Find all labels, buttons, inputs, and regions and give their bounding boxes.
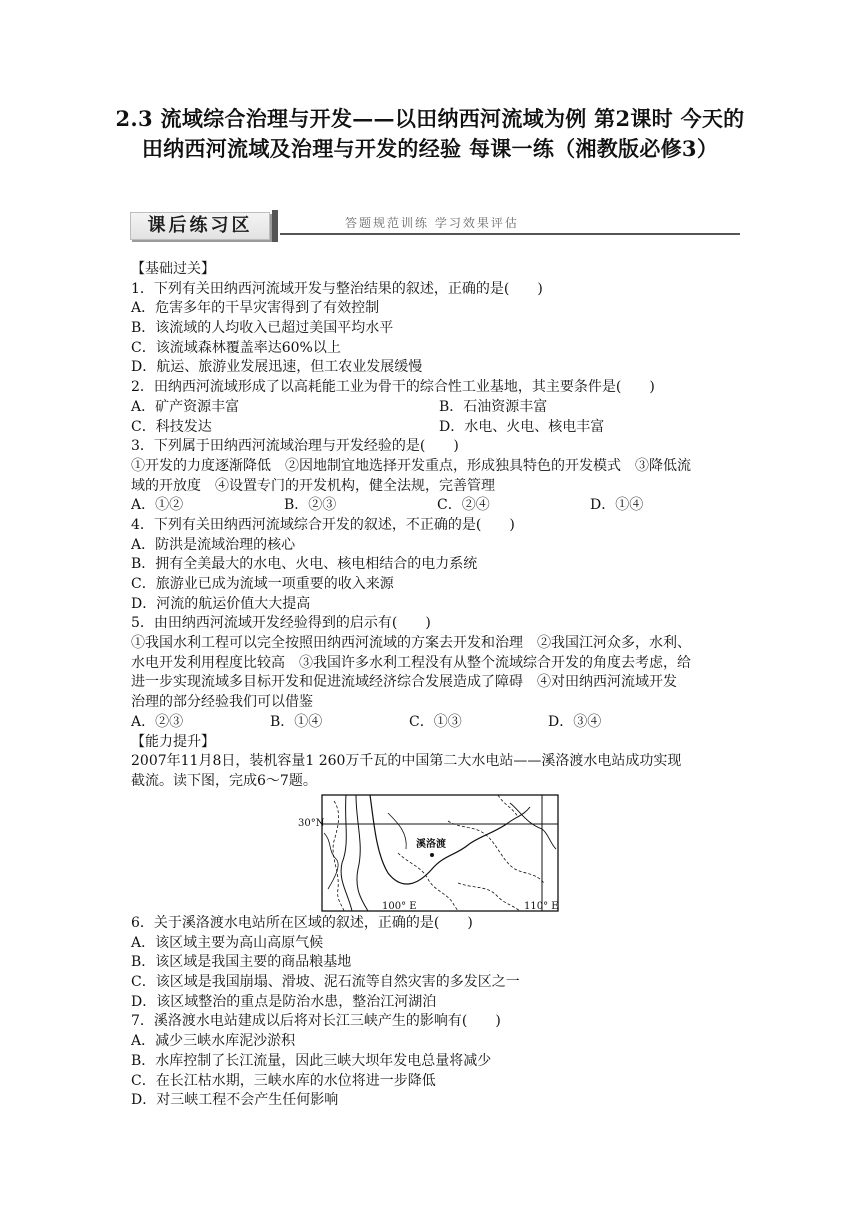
question-3: [131, 437, 741, 516]
option-c: C．在长江枯水期，三峡水库的水位将进一步降低: [131, 1072, 436, 1089]
option-c: C．科技发达: [131, 418, 212, 435]
question-7: [131, 1012, 741, 1110]
section-heading-advanced: 【能力提升】: [131, 733, 215, 750]
questions-basic: [131, 260, 741, 792]
question-statements: 域的开放度 ④设置专门的开发机构，健全法规，完善管理: [131, 477, 495, 494]
option-d: D．水电、火电、核电丰富: [439, 418, 605, 435]
option-a: A．该区域主要为高山高原气候: [131, 934, 324, 951]
banner-rule: [280, 233, 740, 235]
option-c: C．该区域是我国崩塌、滑坡、泥石流等自然灾害的多发区之一: [131, 974, 520, 991]
question-statements: ①开发的力度逐渐降低 ②因地制宜地选择开发重点，形成独具特色的开发模式 ③降低流: [131, 457, 691, 474]
question-stem: 3．下列属于田纳西河流域治理与开发经验的是( ): [131, 438, 459, 455]
option-d: D．航运、旅游业发展迅速，但工农业发展缓慢: [131, 359, 423, 376]
option-c: C．①③: [409, 713, 462, 730]
option-a: A．减少三峡水库泥沙淤积: [131, 1033, 296, 1050]
question-4: [131, 516, 741, 614]
place-label: 溪洛渡: [416, 839, 446, 850]
option-b: B．①④: [270, 713, 323, 730]
question-stem: 2．田纳西河流域形成了以高耗能工业为骨干的综合性工业基地，其主要条件是( ): [131, 379, 655, 396]
page-title: 2.3 流域综合治理与开发——以田纳西河流域为例 第2课时 今天的田纳西河流域及治理与开发的经验 每课一练（湘教版必修3）: [115, 106, 745, 161]
intro-text: 截流。读下图，完成6～7题。: [131, 772, 317, 789]
question-stem: 5．由田纳西河流域开发经验得到的启示有( ): [131, 615, 431, 632]
option-b: B．该流域的人均收入已超过美国平均水平: [131, 320, 394, 337]
question-statements: 治理的部分经验我们可以借鉴: [131, 694, 313, 711]
option-a: A．矿产资源丰富: [131, 398, 240, 415]
region-map: [298, 793, 560, 915]
option-a: A．危害多年的干旱灾害得到了有效控制: [131, 300, 380, 317]
question-stem: 6．关于溪洛渡水电站所在区域的叙述，正确的是( ): [131, 915, 473, 931]
question-5: [131, 614, 741, 732]
option-b: B．拥有全美最大的水电、火电、核电相结合的电力系统: [131, 556, 478, 573]
section-heading-basic: 【基础过关】: [131, 261, 215, 277]
xiluodu-marker: [430, 853, 434, 857]
question-statements: ①我国水利工程可以完全按照田纳西河流域的方案去开发和治理 ②我国江河众多，水利、: [131, 635, 691, 652]
option-a: A．①②: [131, 497, 184, 514]
section-banner: [130, 210, 740, 242]
question-1: [131, 280, 741, 378]
question-stem: 4．下列有关田纳西河流域综合开发的叙述，不正确的是( ): [131, 516, 515, 533]
option-c: C．旅游业已成为流域一项重要的收入来源: [131, 576, 394, 592]
option-d: D．对三峡工程不会产生任何影响: [131, 1092, 339, 1109]
option-b: B．该区域是我国主要的商品粮基地: [131, 954, 352, 971]
option-c: C．②④: [437, 497, 490, 514]
intro-text: 2007年11月8日，装机容量1 260万千瓦的中国第二大水电站——溪洛渡水电站成功实现: [131, 753, 682, 770]
option-a: A．防洪是流域治理的核心: [131, 536, 296, 553]
map-figure: [298, 793, 560, 915]
option-d: D．③④: [548, 713, 602, 730]
option-b: B．②③: [284, 497, 337, 514]
option-b: B．石油资源丰富: [439, 398, 548, 415]
longitude-label-left: 100° E: [382, 901, 417, 912]
banner-divider: [272, 210, 278, 242]
latitude-label: 30°N: [298, 818, 325, 829]
option-d: D．河流的航运价值大大提高: [131, 595, 311, 612]
option-d: D．①④: [590, 497, 644, 514]
question-2: [131, 378, 741, 437]
banner-label: 课后练习区: [130, 212, 270, 240]
longitude-label-right: 110° E: [524, 901, 559, 912]
option-a: A．②③: [131, 713, 184, 730]
question-6: [131, 914, 741, 1012]
banner-subtitle: 答题规范训练 学习效果评估: [345, 216, 519, 230]
option-b: B．水库控制了长江流量，因此三峡大坝年发电总量将减少: [131, 1052, 492, 1069]
questions-advanced: [131, 914, 741, 1111]
question-stem: 1．下列有关田纳西河流域开发与整治结果的叙述，正确的是( ): [131, 280, 543, 297]
question-statements: 进一步实现流域多目标开发和促进流域经济综合发展造成了障碍 ④对田纳西河流域开发: [131, 674, 677, 691]
question-stem: 7．溪洛渡水电站建成以后将对长江三峡产生的影响有( ): [131, 1013, 501, 1030]
option-c: C．该流域森林覆盖率达60%以上: [131, 339, 341, 356]
question-statements: 水电开发利用程度比较高 ③我国许多水利工程没有从整个流域综合开发的角度去考虑，给: [131, 654, 691, 671]
option-d: D．该区域整治的重点是防治水患，整治江河湖泊: [131, 993, 437, 1010]
